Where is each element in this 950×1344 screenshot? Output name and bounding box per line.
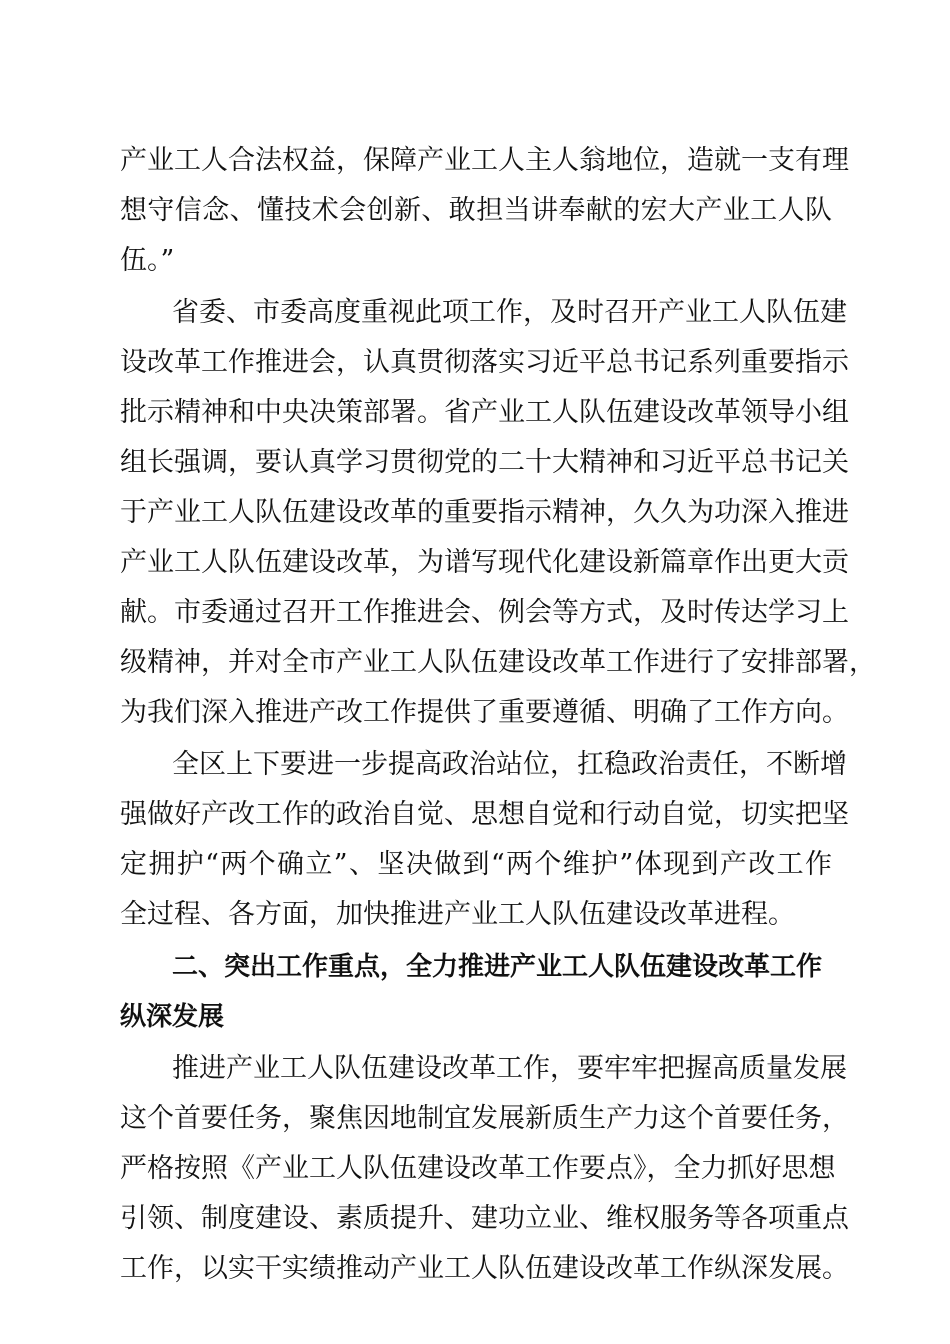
paragraph-line: 于产业工人队伍建设改革的重要指示精神，久久为功深入推进 [120,497,849,528]
paragraph-line: 为我们深入推进产改工作提供了重要遵循、明确了工作方向。 [120,697,849,728]
paragraph-line: 产业工人队伍建设改革，为谱写现代化建设新篇章作出更大贡 [120,547,849,578]
paragraph-line: 严格按照《产业工人队伍建设改革工作要点》，全力抓好思想 [120,1153,836,1184]
paragraph-line: 批示精神和中央决策部署。省产业工人队伍建设改革领导小组 [120,397,849,428]
paragraph-line: 引领、制度建设、素质提升、建功立业、维权服务等各项重点 [120,1203,849,1234]
paragraph-line: 定拥护“两个确立”、坚决做到“两个维护”体现到产改工作 [120,849,832,880]
paragraph-line: 级精神，并对全市产业工人队伍建设改革工作进行了安排部署， [120,647,876,678]
paragraph-line: 这个首要任务，聚焦因地制宜发展新质生产力这个首要任务， [120,1103,849,1134]
paragraph-line: 伍。” [120,245,175,276]
paragraph-line: 全区上下要进一步提高政治站位，扛稳政治责任，不断增 [172,749,847,780]
paragraph-line: 强做好产改工作的政治自觉、思想自觉和行动自觉，切实把坚 [120,799,849,830]
paragraph-line: 工作，以实干实绩推动产业工人队伍建设改革工作纵深发展。 [120,1253,849,1284]
paragraph-line: 全过程、各方面，加快推进产业工人队伍建设改革进程。 [120,899,795,930]
paragraph-line: 组长强调，要认真学习贯彻党的二十大精神和习近平总书记关 [120,447,849,478]
paragraph-line: 产业工人合法权益，保障产业工人主人翁地位，造就一支有理 [120,145,849,176]
paragraph-line: 省委、市委高度重视此项工作，及时召开产业工人队伍建 [172,297,847,328]
paragraph-line: 献。市委通过召开工作推进会、例会等方式，及时传达学习上 [120,597,849,628]
paragraph-line: 推进产业工人队伍建设改革工作，要牢牢把握高质量发展 [172,1053,847,1084]
paragraph-line: 设改革工作推进会，认真贯彻落实习近平总书记系列重要指示 [120,347,849,378]
section-heading: 纵深发展 [120,1002,225,1032]
section-heading: 二、突出工作重点，全力推进产业工人队伍建设改革工作 [172,952,823,982]
paragraph-line: 想守信念、懂技术会创新、敢担当讲奉献的宏大产业工人队 [120,195,832,226]
